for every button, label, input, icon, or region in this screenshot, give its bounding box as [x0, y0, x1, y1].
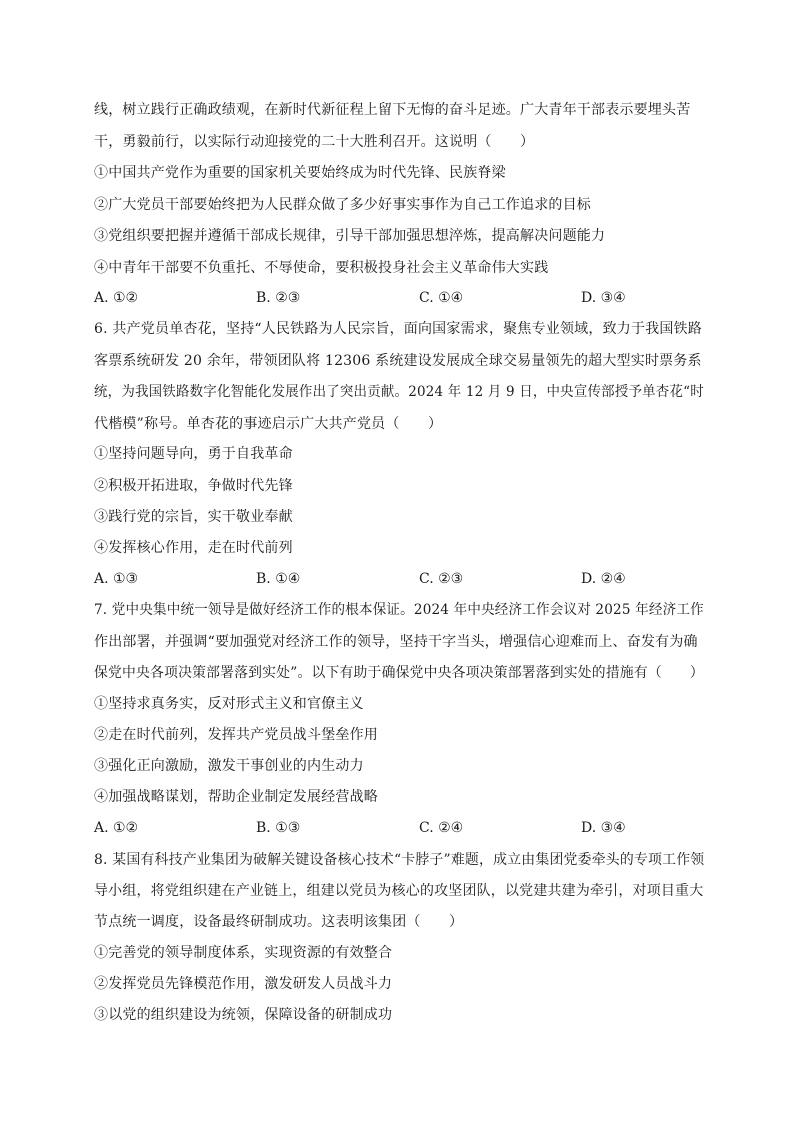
q6-option-c[interactable]: C. ②③	[419, 571, 464, 587]
q5-statement-4: ④中青年干部要不负重托、不辱使命，要积极投身社会主义革命伟大实践	[94, 260, 549, 276]
q7-statement-2: ②走在时代前列，发挥共产党员战斗堡垒作用	[94, 727, 378, 743]
q7-statement-3: ③强化正向激励，激发干事创业的内生动力	[94, 758, 364, 774]
q6-statement-1: ①坚持问题导向，勇于自我革命	[94, 446, 293, 462]
q7-stem-line-1: 7. 党中央集中统一领导是做好经济工作的根本保证。2024 年中央经济工作会议对 2025 年经济工作	[94, 602, 704, 618]
q7-statement-4: ④加强战略谋划，帮助企业制定发展经营战略	[94, 789, 378, 805]
q5-statement-2: ②广大党员干部要始终把为人民群众做了多少好事实事作为自己工作追求的目标	[94, 197, 591, 213]
q7-option-c[interactable]: C. ②④	[419, 820, 464, 836]
q6-options	[94, 569, 704, 589]
q5-option-a[interactable]: A. ①②	[94, 290, 139, 306]
q7-stem-line-3: 保党中央各项决策部署落到实处”。以下有助于确保党中央各项决策部署落到实处的措施有（ ）	[94, 665, 704, 681]
q7-statement-1: ①坚持求真务实，反对形式主义和官僚主义	[94, 696, 364, 712]
q8-statement-3: ③以党的组织建设为统领，保障设备的研制成功	[94, 1007, 393, 1023]
q6-stem-line-1: 6. 共产党员单杏花，坚持“人民铁路为人民宗旨，面向国家需求，聚焦专业领域，致力于我国铁路	[94, 321, 702, 337]
q8-stem-line-1: 8. 某国有科技产业集团为破解关键设备核心技术“卡脖子”难题，成立由集团党委牵头的专项工作领	[94, 852, 705, 868]
q5-options	[94, 288, 704, 308]
q5-option-c[interactable]: C. ①④	[419, 290, 464, 306]
q8-stem-line-2: 导小组，将党组织建在产业链上，组建以党员为核心的攻坚团队，以党建共建为牵引，对项目重大	[94, 883, 704, 899]
q6-option-b[interactable]: B. ①④	[256, 571, 301, 587]
q6-statement-4: ④发挥核心作用，走在时代前列	[94, 540, 293, 556]
q5-option-d[interactable]: D. ③④	[581, 290, 626, 306]
q6-stem-line-2: 客票系统研发 20 余年，带领团队将 12306 系统建设发展成全球交易量领先的超大型实时票务系	[94, 353, 702, 369]
q5-stem-line-1: 线，树立践行正确政绩观，在新时代新征程上留下无悔的奋斗足迹。广大青年干部表示要埋头苦	[94, 102, 691, 118]
q6-option-d[interactable]: D. ②④	[581, 571, 626, 587]
q6-option-a[interactable]: A. ①③	[94, 571, 139, 587]
q6-stem-line-4: 代楷模”称号。单杏花的事迹启示广大共产党员（ ）	[94, 416, 443, 432]
q5-statement-3: ③党组织要把握并遵循干部成长规律，引导干部加强思想淬炼，提高解决问题能力	[94, 228, 606, 244]
q7-option-a[interactable]: A. ①②	[94, 820, 139, 836]
q6-stem-line-3: 统，为我国铁路数字化智能化发展作出了突出贡献。2024 年 12 月 9 日，中央宣传部授予单杏花“时	[94, 384, 704, 400]
q5-stem-line-2: 干，勇毅前行，以实际行动迎接党的二十大胜利召开。这说明（ ）	[94, 134, 535, 150]
q8-statement-1: ①完善党的领导制度体系，实现资源的有效整合	[94, 945, 393, 961]
q7-option-b[interactable]: B. ①③	[256, 820, 301, 836]
q8-stem-line-3: 节点统一调度，设备最终研制成功。这表明该集团（ ）	[94, 914, 464, 930]
q7-options	[94, 818, 704, 838]
q6-statement-3: ③践行党的宗旨，实干敬业奉献	[94, 509, 293, 525]
q6-statement-2: ②积极开拓进取，争做时代先锋	[94, 478, 293, 494]
q8-statement-2: ②发挥党员先锋模范作用，激发研发人员战斗力	[94, 976, 393, 992]
q5-option-b[interactable]: B. ②③	[256, 290, 301, 306]
q7-option-d[interactable]: D. ③④	[581, 820, 626, 836]
q7-stem-line-2: 作出部署，并强调“要加强党对经济工作的领导，坚持干字当头，增强信心迎难而上、奋发有为确	[94, 634, 698, 650]
q5-statement-1: ①中国共产党作为重要的国家机关要始终成为时代先锋、民族脊梁	[94, 165, 506, 181]
